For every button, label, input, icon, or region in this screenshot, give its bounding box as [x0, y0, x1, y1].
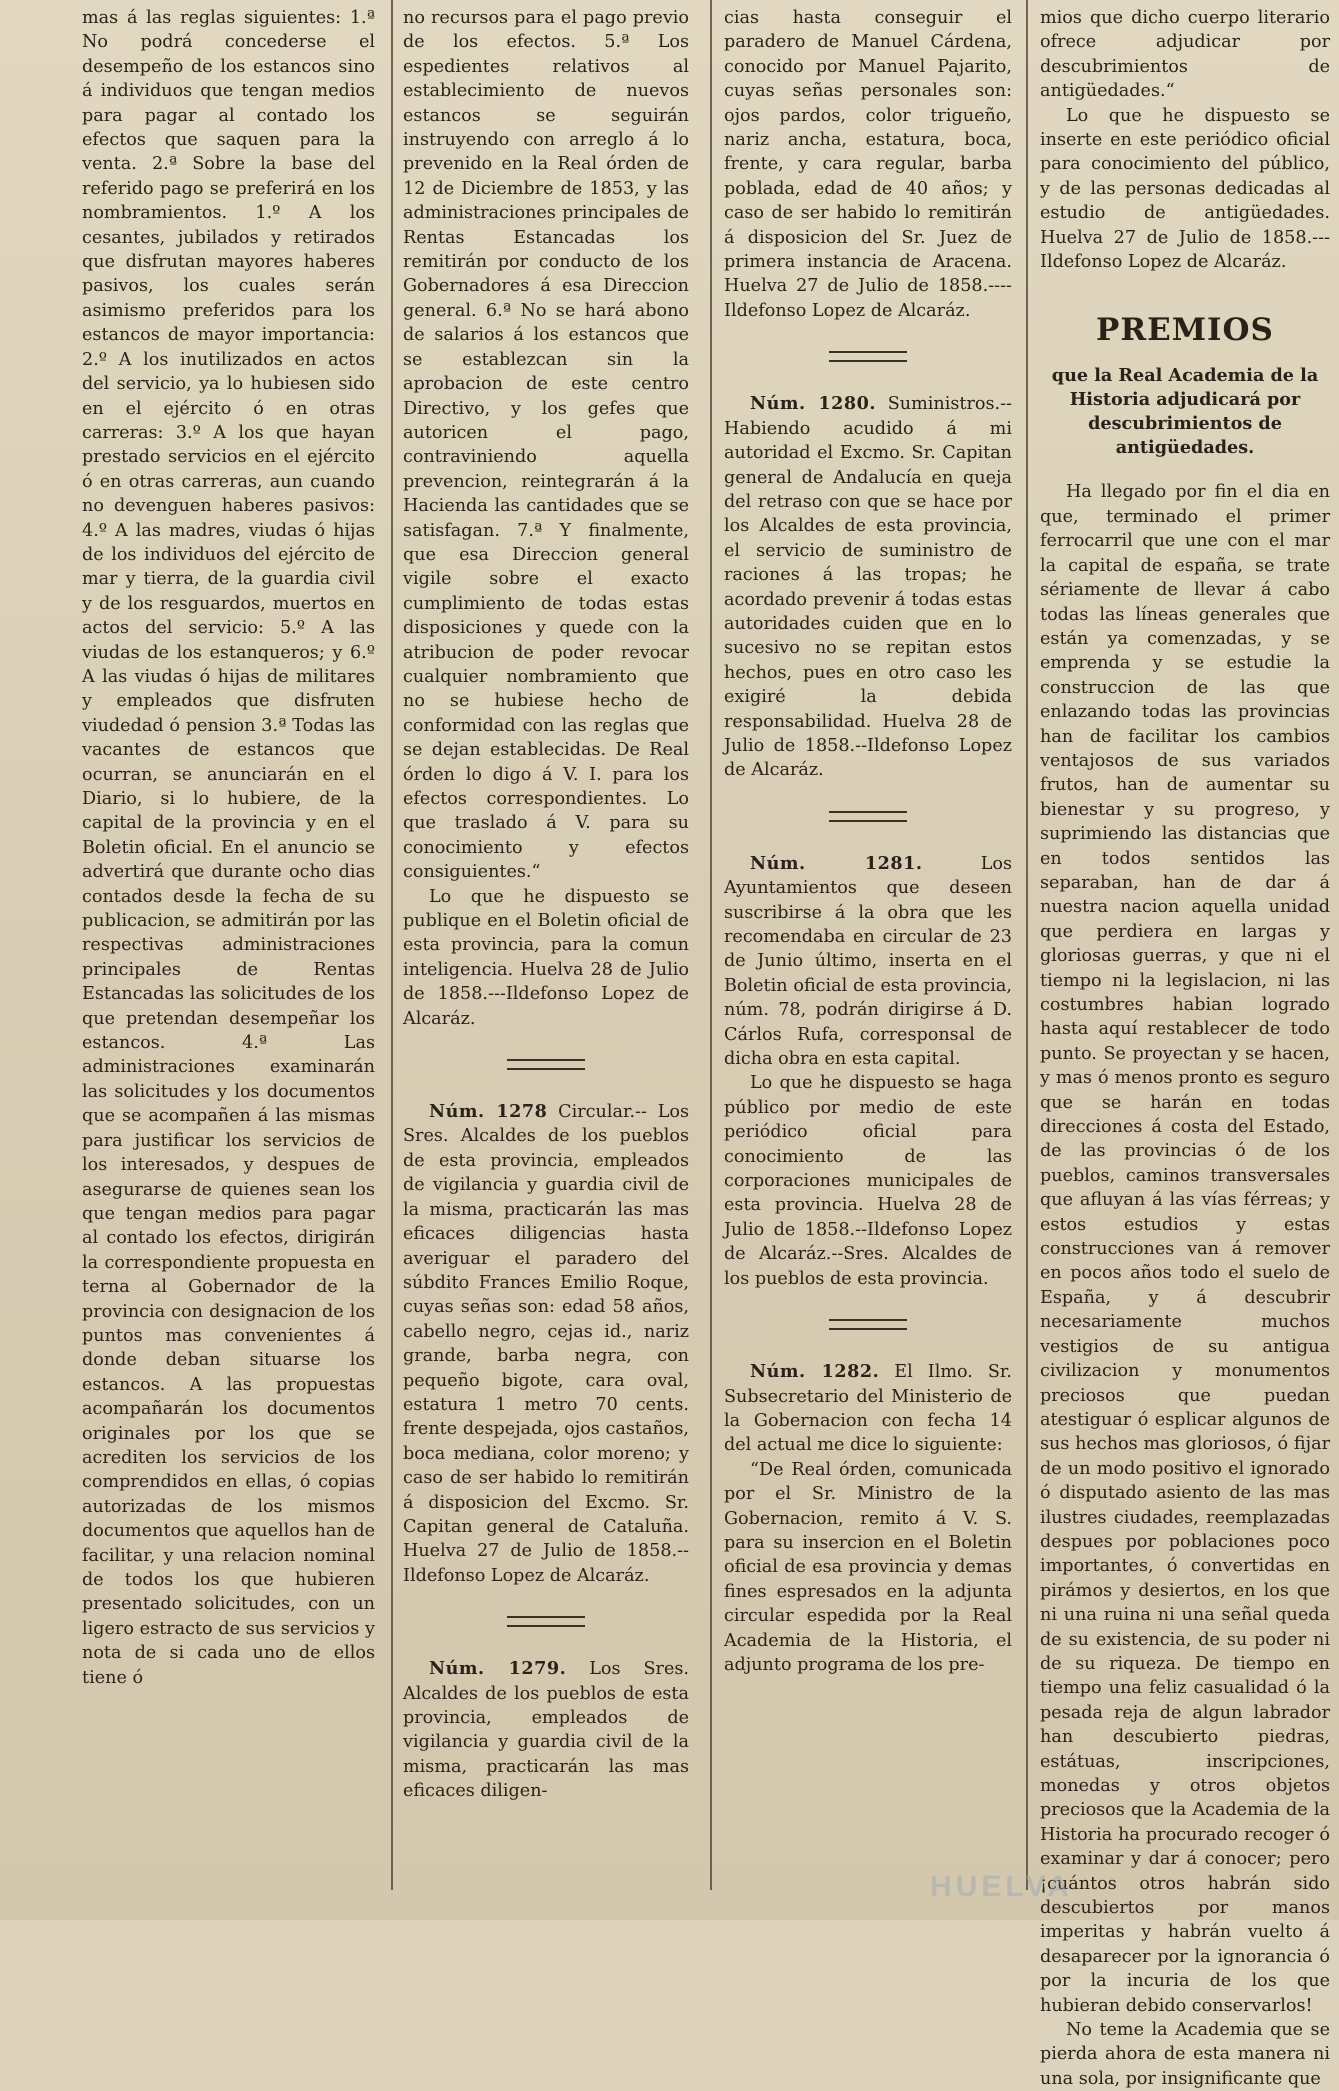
column-rule — [1026, 0, 1028, 1890]
notice-1280 — [724, 392, 1012, 783]
column-1 — [82, 6, 375, 1866]
paragraph: cias hasta conseguir el paradero de Manuel Cárdena, conocido por Manuel Pajarito, cuyas señas personales son: ojos pardos, color trigueño, nariz ancha, estatura, boca, frente, y cara regular, barba poblada, edad de 40 años; y caso de ser habido lo remitirán á disposicion del Sr. Juez de primera instancia de Aracena. Huelva 27 de Julio de 1858.----Ildefonso Lopez de Alcaráz. — [724, 8, 1012, 321]
notice-text: Los Ayuntamientos que deseen suscribirse á la obra que les recomendaba en circular de 23 de Junio último, inserta en el Boletin oficial de esta provincia, núm. 78, podrán dirigirse á D. Cárlos Rufa, corresponsal de dicha obra en esta capital. — [724, 853, 1012, 1070]
paragraph: no recursos para el pago previo de los efectos. 5.ª Los espedientes relativos al establecimiento de nuevos estancos se seguirán instruyendo con arreglo á lo prevenido en la Real órden de 12 de Diciembre de 1853, y las administraciones principales de Rentas Estancadas los remitirán por conducto de los Gobernadores á esa Direccion general. 6.ª No se hará abono de salarios á los estancos que se establezcan sin la aprobacion de este centro Directivo, y los gefes que autoricen el pago, contraviniendo aquella prevencion, reintegrarán á la Hacienda las cantidades que se satisfagan. 7.ª Y finalmente, que esa Direccion general vigile sobre el exacto cumplimiento de todas estas disposiciones y quede con la atribucion de poder revocar cualquier nombramiento que no se hubiese hecho de conformidad con las reglas que se dejan establecidas. De Real órden lo digo á V. I. para los efectos correspondientes. Lo que traslado á V. para su conocimiento y efectos consiguientes.“ — [403, 8, 689, 883]
column-rule — [391, 0, 393, 1890]
notice-number: Núm. 1281. — [750, 852, 923, 874]
notice-text: Suministros.--Habiendo acudido á mi autoridad el Excmo. Sr. Capitan general de Andalucía en queja del retraso con que se hace por los Alcaldes de esta provincia, el servicio de suministro de raciones á las tropas; he acordado prevenir á todas estas autoridades cuiden que en lo sucesivo no se repitan estos hechos, pues en otro caso les exigiré la debida responsabilidad. Huelva 28 de Julio de 1858.--Ildefonso Lopez de Alcaráz. — [724, 394, 1012, 781]
notice-text: El Ilmo. Sr. Subsecretario del Ministerio de la Gobernacion con fecha 14 del actual me dice lo siguiente: — [724, 1362, 1012, 1456]
paragraph: Lo que he dispuesto se inserte en este periódico oficial para conocimiento del público, y de las personas dedicadas al estudio de antigüedades. Huelva 27 de Julio de 1858.---Ildefonso Lopez de Alcaráz. — [1040, 105, 1330, 273]
paragraph: Ha llegado por fin el dia en que, terminado el primer ferrocarril que une con el mar la capital de españa, se trate sériamente de llevar á cabo todas las líneas generales que están ya comenzadas, y se emprenda y se estudie la construccion de las que enlazando todas las provincias han de facilitar los cambios ventajosos de sus variados frutos, han de aumentar su bienestar y su progreso, y suprimiendo las distancias que en todos sentidos las separaban, han de dar á nuestra nacion aquella unidad que perdiera en largas y gloriosas guerras, y que ni el tiempo ni la legislacion, ni las costumbres habian logrado hasta aquí restablecer de todo punto. Se proyectan y se hacen, y mas ó menos pronto es seguro que se harán en todas direcciones á costa del Estado, de las provincias ó de los pueblos, caminos transversales que afluyan á las vías férreas; y estos estudios y estas construcciones van á remover en pocos años todo el suelo de España, y á descubrir necesariamente muchos vestigios de su antigua civilizacion y monumentos preciosos que puedan atestiguar ó esplicar algunos de sus hechos mas gloriosos, ó fijar de un modo positivo el ignorado ó disputado asiento de las mas ilustres ciudades, reemplazadas despues por poblaciones poco importantes, ó convertidas en pirámos y desiertos, en los que ni una ruina ni una señal queda de su existencia, de su poder ni de su riqueza. De tiempo en tiempo una feliz casualidad ó la pesada reja de algun labrador han descubierto piedras, estátuas, inscripciones, monedas y otros objetos preciosos que la Academia de la Historia ha procurado recoger ó examinar y dar á conocer; pero ¡cuántos otros habrán sido descubiertos por manos imperitas y habrán vuelto á desaparecer por la ignorancia ó por la incuria de los que hubieran debido conservarlos! — [1040, 482, 1330, 2016]
paragraph: mas á las reglas siguientes: 1.ª No podrá concederse el desempeño de los estancos sino á individuos que tengan medios para pagar al contado los efectos que saquen para la venta. 2.ª Sobre la base del referido pago se preferirá en los nombramientos. 1.º A los cesantes, jubilados y retirados que disfrutan mayores haberes pasivos, los cuales serán asimismo preferidos para los estancos de mayor importancia: 2.º A los inutilizados en actos del servicio, ya lo hubiesen sido en el ejército ó en otras carreras: 3.º A los que hayan prestado servicios en el ejército ó en otras carreras, aun cuando no devenguen haberes pasivos: 4.º A las madres, viudas ó hijas de los individuos del ejército de mar y tierra, de la guardia civil y de los resguardos, muertos en actos del servicio: 5.º A las viudas de los estanqueros; y 6.º A las viudas ó hijas de militares y empleados que disfruten viudedad ó pension 3.ª Todas las vacantes de estancos que ocurran, se anunciarán en el Diario, si lo hubiere, de la capital de la provincia y en el Boletin oficial. En el anuncio se advertirá que durante ocho dias contados desde la fecha de su publicacion, se admitirán por las respectivas administraciones principales de Rentas Estancadas las solicitudes de los que pretendan desempeñar los estancos. 4.ª Las administraciones examinarán las solicitudes y los documentos que se acompañen á las mismas para justificar los servicios de los interesados, y despues de asegurarse de quienes sean los que tengan medios para pagar al contado los efectos, dirigirán la correspondiente propuesta en terna al Gobernador de la provincia con designacion de los puntos mas convenientes á donde deban situarse los estancos. A las propuestas acompañarán los documentos originales por los que se acrediten los servicios de los comprendidos en ellas, ó copias autorizadas de los mismos documentos que aquellos han de facilitar, y una relacion nominal de todos los que hubieren presentado solicitudes, con un ligero estracto de sus servicios y nota de si cada uno de ellos tiene ó — [82, 8, 375, 1688]
section-heading: PREMIOS — [1096, 312, 1274, 349]
column-3 — [724, 6, 1012, 1866]
section-separator — [724, 1319, 1012, 1330]
column-4 — [1040, 6, 1330, 2089]
paragraph: Lo que he dispuesto se publique en el Boletin oficial de esta provincia, para la comun inteligencia. Huelva 28 de Julio de 1858.---Ildefonso Lopez de Alcaráz. — [403, 886, 689, 1029]
paragraph: Lo que he dispuesto se haga público por medio de este periódico oficial para conocimiento de las corporaciones municipales de esta provincia. Huelva 28 de Julio de 1858.--Ildefonso Lopez de Alcaráz.--Sres. Alcaldes de los pueblos de esta provincia. — [724, 1073, 1012, 1289]
section-subheading: que la Real Academia de la Historia adjudicará por descubrimientos de antigüedades. — [1051, 365, 1319, 459]
section-separator — [724, 351, 1012, 362]
section-separator — [403, 1059, 689, 1070]
section-separator — [724, 811, 1012, 822]
notice-number: Núm. 1279. — [429, 1658, 567, 1680]
paragraph: No teme la Academia que se pierda ahora de esta manera ni una sola, por insignificante que — [1040, 2020, 1330, 2089]
column-2 — [403, 6, 689, 1866]
notice-number: Núm. 1280. — [750, 393, 876, 415]
notice-1278 — [403, 1100, 689, 1588]
paragraph: mios que dicho cuerpo literario ofrece adjudicar por descubrimientos de antigüedades.“ — [1040, 8, 1330, 102]
notice-text: Circular.-- Los Sres. Alcaldes de los pueblos de esta provincia, empleados de vigilancia y guardia civil de la misma, practicarán las mas eficaces diligencias hasta averiguar el paradero del súbdito Frances Emilio Roque, cuyas señas son: edad 58 años, cabello negro, cejas id., nariz grande, barba negra, con pequeño bigote, cara oval, estatura 1 metro 70 cents. frente despejada, ojos castaños, boca mediana, color moreno; y caso de ser habido lo remitirán á disposicion del Excmo. Sr. Capitan general de Cataluña. Huelva 27 de Julio de 1858.--Ildefonso Lopez de Alcaráz. — [403, 1102, 690, 1586]
column-rule — [710, 0, 712, 1890]
notice-1279 — [403, 1657, 689, 1803]
paragraph: “De Real órden, comunicada por el Sr. Ministro de la Gobernacion, remito á V. S. para su insercion en el Boletin oficial de esa provincia y demas fines espresados en la adjunta circular espedida por la Real Academia de la Historia, el adjunto programa de los pre- — [724, 1459, 1012, 1675]
notice-1282 — [724, 1360, 1012, 1458]
archive-watermark: HUELVA — [930, 1870, 1073, 1903]
notice-number: Núm. 1282. — [750, 1361, 880, 1383]
notice-1281 — [724, 852, 1012, 1072]
section-separator — [403, 1616, 689, 1627]
notice-text: Los Sres. Alcaldes de los pueblos de esta provincia, empleados de vigilancia y guardia civil de la misma, practicarán las mas eficaces diligen- — [403, 1659, 689, 1802]
notice-number: Núm. 1278 — [429, 1101, 548, 1123]
